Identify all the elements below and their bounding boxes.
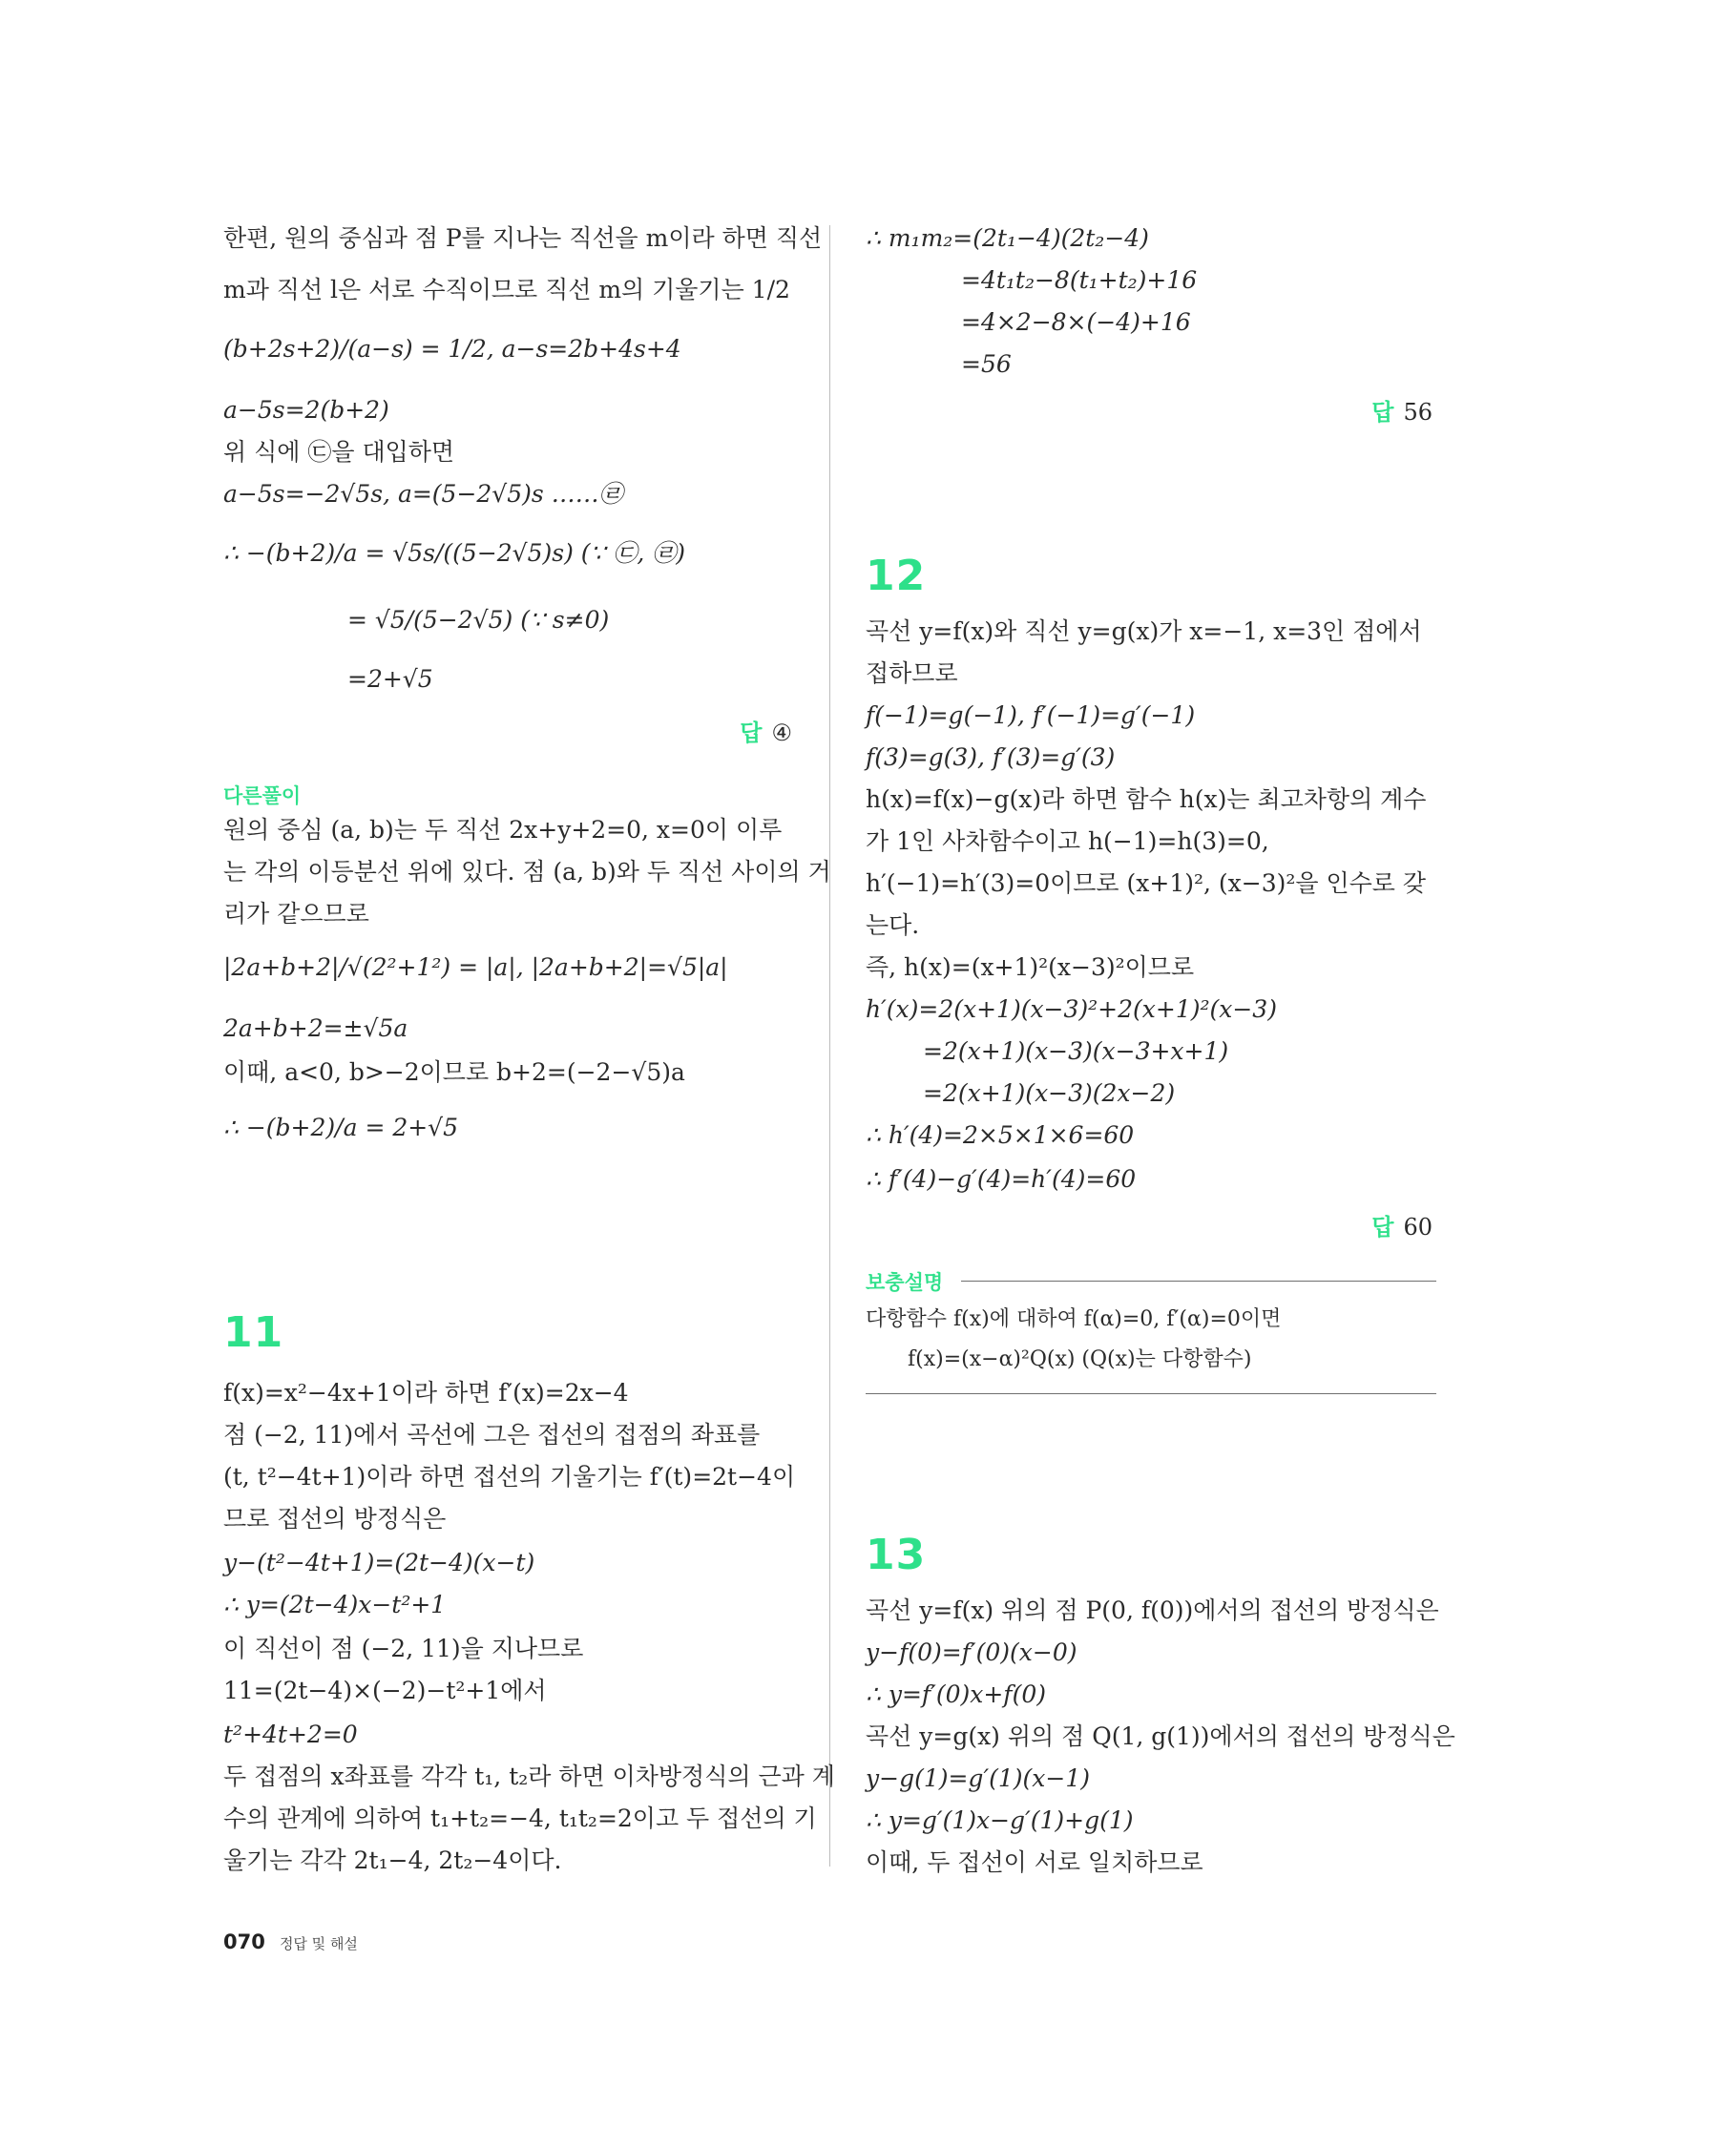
text-line: 리가 같으므로 (223, 900, 369, 928)
answer-tag: 답 (1371, 399, 1394, 426)
text-line: 한편, 원의 중심과 점 P를 지나는 직선을 m이라 하면 직선 (223, 224, 823, 252)
question-number-12: 12 (866, 552, 927, 600)
math-line: =4t₁t₂−8(t₁+t₂)+16 (961, 266, 1198, 294)
text-line: 즉, h(x)=(x+1)²(x−3)²이므로 (866, 953, 1195, 981)
page-footer (223, 1930, 358, 1953)
math-line: f(−1)=g(−1), f′(−1)=g′(−1) (866, 701, 1196, 729)
math-line: t²+4t+2=0 (223, 1721, 358, 1748)
text-line: 곡선 y=f(x)와 직선 y=g(x)가 x=−1, x=3인 점에서 (866, 617, 1422, 645)
math-line: ∴ y=g′(1)x−g′(1)+g(1) (866, 1806, 1134, 1834)
math-line: y−(t²−4t+1)=(2t−4)(x−t) (223, 1549, 535, 1576)
text-line: 는 각의 이등분선 위에 있다. 점 (a, b)와 두 직선 사이의 거 (223, 858, 831, 886)
supplement-line: f(x)=(x−α)²Q(x) (Q(x)는 다항함수) (908, 1347, 1252, 1371)
text-line: 울기는 각각 2t₁−4, 2t₂−4이다. (223, 1846, 562, 1874)
answer-tag: 답 (740, 720, 763, 746)
question-number-13: 13 (866, 1531, 927, 1579)
text-line: h(x)=f(x)−g(x)라 하면 함수 h(x)는 최고차항의 계수 (866, 785, 1427, 813)
page-footer-label: 정답 및 해설 (279, 1935, 358, 1952)
math-line: =2(x+1)(x−3)(x−3+x+1) (923, 1037, 1229, 1065)
alt-solution-title: 다른풀이 (223, 784, 302, 807)
math-line: ∴ −(b+2)/a = √5s/((5−2√5)s) (∵ ㉢, ㉣) (223, 539, 686, 567)
math-line: =4×2−8×(−4)+16 (961, 308, 1191, 336)
math-line: y−g(1)=g′(1)(x−1) (866, 1764, 1090, 1792)
column-divider (829, 225, 830, 1867)
supplement-title-rule (961, 1281, 1436, 1282)
math-line: 2a+b+2=±√5a (223, 1014, 408, 1042)
text-line: 곡선 y=f(x) 위의 점 P(0, f(0))에서의 접선의 방정식은 (866, 1596, 1439, 1624)
text-line: 이때, 두 접선이 서로 일치하므로 (866, 1848, 1203, 1876)
supplement-title: 보충설명 (866, 1271, 944, 1294)
text-line: 11=(2t−4)×(−2)−t²+1에서 (223, 1677, 547, 1704)
math-line: ∴ y=(2t−4)x−t²+1 (223, 1591, 447, 1618)
math-line: ∴ m₁m₂=(2t₁−4)(2t₂−4) (866, 224, 1149, 252)
answer-value: 60 (1403, 1214, 1433, 1241)
text-line: 두 접점의 x좌표를 각각 t₁, t₂라 하면 이차방정식의 근과 계 (223, 1763, 835, 1790)
answer-line (1371, 1208, 1433, 1241)
question-number-11: 11 (223, 1308, 284, 1357)
answer-line (740, 714, 792, 747)
math-line: ∴ −(b+2)/a = 2+√5 (223, 1114, 459, 1141)
math-line: a−5s=2(b+2) (223, 396, 389, 424)
math-line: a−5s=−2√5s, a=(5−2√5)s ……㉣ (223, 480, 623, 508)
answer-tag: 답 (1371, 1214, 1394, 1241)
math-line: h′(x)=2(x+1)(x−3)²+2(x+1)²(x−3) (866, 995, 1277, 1023)
supplement-bottom-rule (866, 1393, 1436, 1394)
text-line: f(x)=x²−4x+1이라 하면 f′(x)=2x−4 (223, 1379, 629, 1407)
text-line: 원의 중심 (a, b)는 두 직선 2x+y+2=0, x=0이 이루 (223, 816, 783, 844)
math-line: =2(x+1)(x−3)(2x−2) (923, 1079, 1176, 1107)
math-line: ∴ h′(4)=2×5×1×6=60 (866, 1121, 1135, 1149)
text-line: 이때, a<0, b>−2이므로 b+2=(−2−√5)a (223, 1058, 685, 1086)
supplement-line: 다항함수 f(x)에 대하여 f(α)=0, f′(α)=0이면 (866, 1307, 1282, 1331)
math-line: = √5/(5−2√5) (∵ s≠0) (347, 606, 610, 634)
math-line: =56 (961, 350, 1012, 378)
math-line: =2+√5 (347, 665, 433, 693)
text-line: (t, t²−4t+1)이라 하면 접선의 기울기는 f′(t)=2t−4이 (223, 1463, 796, 1491)
answer-value: ④ (771, 720, 792, 746)
math-line: ∴ y=f′(0)x+f(0) (866, 1680, 1046, 1708)
page-number: 070 (223, 1930, 265, 1953)
math-line: ∴ f′(4)−g′(4)=h′(4)=60 (866, 1165, 1137, 1193)
text-line: h′(−1)=h′(3)=0이므로 (x+1)², (x−3)²을 인수로 갖 (866, 869, 1427, 897)
text-line: 므로 접선의 방정식은 (223, 1505, 447, 1533)
text-line: m과 직선 l은 서로 수직이므로 직선 m의 기울기는 1/2 (223, 276, 790, 303)
text-line: 곡선 y=g(x) 위의 점 Q(1, g(1))에서의 접선의 방정식은 (866, 1722, 1455, 1750)
text-line: 는다. (866, 911, 920, 939)
math-line: (b+2s+2)/(a−s) = 1/2, a−s=2b+4s+4 (223, 335, 681, 363)
text-line: 위 식에 ㉢을 대입하면 (223, 438, 455, 466)
answer-line (1371, 393, 1433, 427)
math-line: f(3)=g(3), f′(3)=g′(3) (866, 743, 1116, 771)
math-line: |2a+b+2|/√(2²+1²) = |a|, |2a+b+2|=√5|a| (223, 953, 728, 981)
text-line: 접하므로 (866, 659, 958, 687)
answer-value: 56 (1403, 399, 1433, 426)
text-line: 점 (−2, 11)에서 곡선에 그은 접선의 접점의 좌표를 (223, 1421, 761, 1449)
text-line: 수의 관계에 의하여 t₁+t₂=−4, t₁t₂=2이고 두 접선의 기 (223, 1805, 817, 1832)
math-line: y−f(0)=f′(0)(x−0) (866, 1638, 1077, 1666)
text-line: 이 직선이 점 (−2, 11)을 지나므로 (223, 1635, 584, 1662)
text-line: 가 1인 사차함수이고 h(−1)=h(3)=0, (866, 827, 1269, 855)
